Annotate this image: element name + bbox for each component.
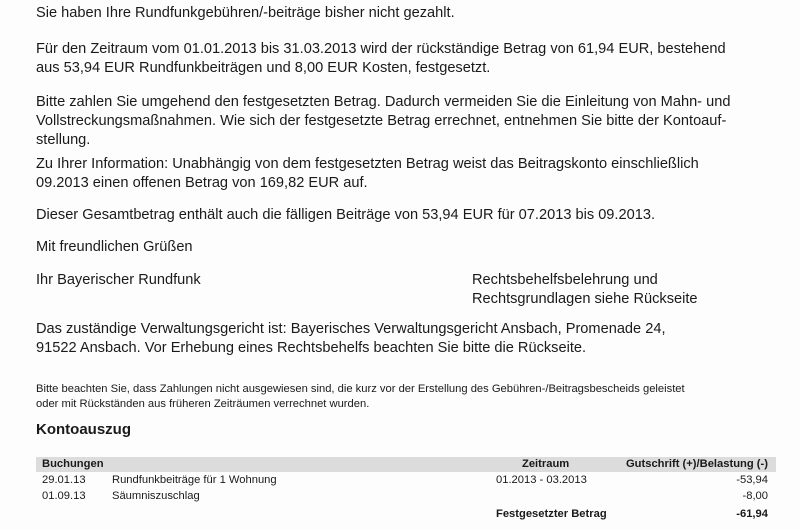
header-zeitraum: Zeitraum [522, 458, 570, 470]
paragraph-total-info [36, 206, 786, 225]
payment-note [36, 382, 776, 412]
table-row [36, 490, 776, 505]
row-zeitraum: 01.2013 - 03.2013 [496, 474, 587, 486]
table-row [36, 474, 776, 489]
text-line: Das zuständige Verwaltungsgericht ist: Bayerisches Verwaltungsgericht Ansbach, Promenade 24, [36, 321, 666, 337]
kontoauszug-title: Kontoauszug [36, 421, 131, 438]
table-header [36, 457, 776, 472]
header-betrag: Gutschrift (+)/Belastung (-) [625, 458, 768, 470]
header-buchungen: Buchungen [42, 458, 104, 470]
text-line: oder mit Rückständen aus früheren Zeiträumen verrechnet wurden. [36, 398, 370, 410]
text-line: Zu Ihrer Information: Unabhängig von dem festgesetzten Betrag weist das Beitragskonto einschließlich [36, 156, 699, 172]
text-line: 09.2013 einen offenen Betrag von 169,82 EUR auf. [36, 175, 368, 191]
total-amount: -61,94 [736, 508, 768, 520]
row-date: 01.09.13 [42, 490, 86, 502]
row-description: Säumniszuschlag [112, 490, 200, 502]
text-line: Sie haben Ihre Rundfunkgebühren/-beiträge bisher nicht gezahlt. [36, 5, 455, 21]
text-line: Bitte zahlen Sie umgehend den festgesetzten Betrag. Dadurch vermeiden Sie die Einleitung von Mahn- und [36, 94, 731, 110]
row-amount: -53,94 [736, 474, 768, 486]
row-amount: -8,00 [742, 490, 768, 502]
total-label: Festgesetzter Betrag [496, 508, 607, 520]
signature: Ihr Bayerischer Rundfunk [36, 272, 201, 288]
text-line: stellung. [36, 132, 91, 148]
legal-remedy-note [472, 271, 772, 309]
text-line: Vollstreckungsmaßnahmen. Wie sich der festgesetzte Betrag errechnet, entnehmen Sie bitte der Kontoauf- [36, 113, 727, 129]
text-line: Rechtsgrundlagen siehe Rückseite [472, 291, 698, 307]
text-line: Dieser Gesamtbetrag enthält auch die fälligen Beiträge von 53,94 EUR für 07.2013 bis 09.2013. [36, 207, 656, 223]
text-line: Für den Zeitraum vom 01.01.2013 bis 31.03.2013 wird der rückständige Betrag von 61,94 EUR, bestehend [36, 41, 726, 57]
paragraph-information [36, 155, 786, 193]
row-date: 29.01.13 [42, 474, 86, 486]
paragraph-payment-request [36, 93, 786, 150]
paragraph-unpaid-notice [36, 4, 786, 23]
paragraph-assessment [36, 40, 786, 78]
text-line: Bitte beachten Sie, dass Zahlungen nicht ausgewiesen sind, die kurz vor der Erstellung des Gebühren-/Beitragsbescheids geleistet [36, 383, 685, 395]
text-line: Rechtsbehelfsbelehrung und [472, 272, 658, 288]
text-line: aus 53,94 EUR Rundfunkbeiträgen und 8,00 EUR Kosten, festgesetzt. [36, 60, 491, 76]
row-description: Rundfunkbeiträge für 1 Wohnung [112, 474, 277, 486]
paragraph-court [36, 320, 786, 358]
greeting: Mit freundlichen Grüßen [36, 239, 193, 255]
text-line: 91522 Ansbach. Vor Erhebung eines Rechtsbehelfs beachten Sie bitte die Rückseite. [36, 340, 587, 356]
table-total-row [36, 508, 776, 523]
